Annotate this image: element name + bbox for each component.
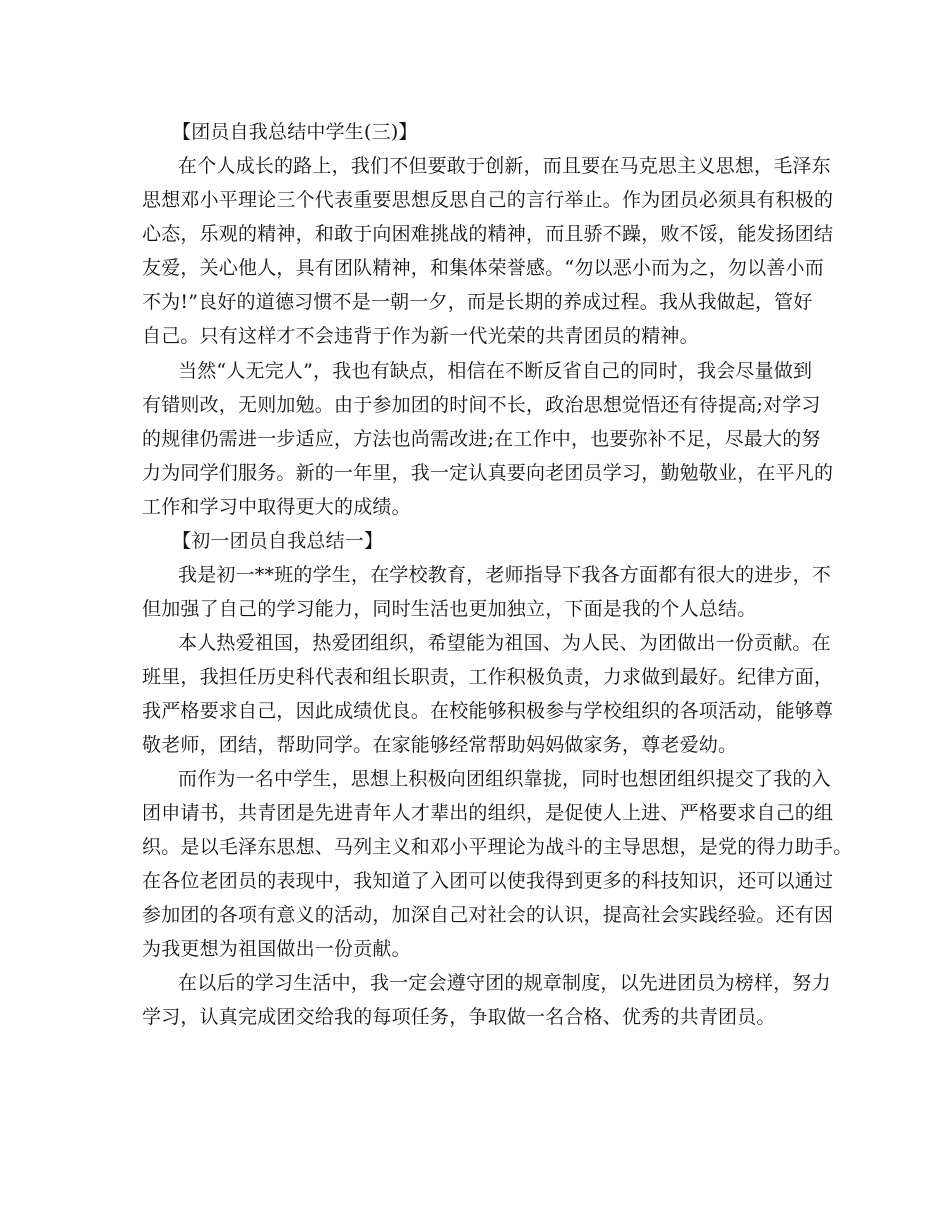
paragraph-line: 的规律仍需进一步适应，方法也尚需改进;在工作中，也要弥补不足，尽最大的努: [142, 428, 821, 450]
paragraph-line: 学习，认真完成团交给我的每项任务，争取做一名合格、优秀的共青团员。: [142, 1006, 776, 1028]
paragraph-line: 我严格要求自己，因此成绩优良。在校能够积极参与学校组织的各项活动，能够尊: [142, 700, 834, 722]
paragraph-line: 织。是以毛泽东思想、马列主义和邓小平理论为战斗的主导思想，是党的得力助手。: [142, 836, 853, 858]
paragraph-line: 但加强了自己的学习能力，同时生活也更加独立，下面是我的个人总结。: [142, 598, 757, 620]
paragraph-line: 当然“人无完人”，我也有缺点，相信在不断反省自己的同时，我会尽量做到: [178, 360, 813, 382]
paragraph-line: 在个人成长的路上，我们不但要敢于创新，而且要在马克思主义思想，毛泽东: [178, 155, 831, 177]
paragraph-line: 工作和学习中取得更大的成绩。: [142, 496, 411, 518]
paragraph-line: 参加团的各项有意义的活动，加深自己对社会的认识，提高社会实践经验。还有因: [142, 904, 834, 926]
section-title: 【初一团员自我总结一】: [172, 530, 384, 552]
paragraph-line: 有错则改，无则加勉。由于参加团的时间不长，政治思想觉悟还有待提高;对学习: [142, 394, 821, 416]
paragraph-line: 我是初一**班的学生，在学校教育，老师指导下我各方面都有很大的进步，不: [178, 564, 832, 586]
paragraph-line: 自己。只有这样才不会违背于作为新一代光荣的共青团员的精神。: [142, 325, 699, 347]
paragraph-line: 在以后的学习生活中，我一定会遵守团的规章制度，以先进团员为榜样，努力: [178, 972, 831, 994]
section-title: 【团员自我总结中学生(三)】: [172, 121, 418, 143]
paragraph-line: 力为同学们服务。新的一年里，我一定认真要向老团员学习，勤勉敬业，在平凡的: [142, 462, 834, 484]
paragraph-line: 班里，我担任历史科代表和组长职责，工作积极负责，力求做到最好。纪律方面，: [142, 666, 834, 688]
paragraph-line: 心态，乐观的精神，和敢于向困难挑战的精神，而且骄不躁，败不馁，能发扬团结: [142, 223, 834, 245]
paragraph-line: 不为!”良好的道德习惯不是一朝一夕，而是长期的养成过程。我从我做起，管好: [142, 291, 813, 313]
paragraph-line: 而作为一名中学生，思想上积极向团组织靠拢，同时也想团组织提交了我的入: [178, 768, 831, 790]
paragraph-line: 思想邓小平理论三个代表重要思想反思自己的言行举止。作为团员必须具有积极的: [142, 189, 834, 211]
paragraph-line: 本人热爱祖国，热爱团组织，希望能为祖国、为人民、为团做出一份贡献。在: [178, 632, 831, 654]
paragraph-line: 团申请书，共青团是先进青年人才辈出的组织，是促使人上进、严格要求自己的组: [142, 802, 834, 824]
paragraph-line: 敬老师，团结，帮助同学。在家能够经常帮助妈妈做家务，尊老爱幼。: [142, 734, 738, 756]
paragraph-line: 在各位老团员的表现中，我知道了入团可以使我得到更多的科技知识，还可以通过: [142, 870, 834, 892]
paragraph-line: 为我更想为祖国做出一份贡献。: [142, 938, 411, 960]
paragraph-line: 友爱，关心他人，具有团队精神，和集体荣誉感。“勿以恶小而为之，勿以善小而: [142, 257, 824, 279]
